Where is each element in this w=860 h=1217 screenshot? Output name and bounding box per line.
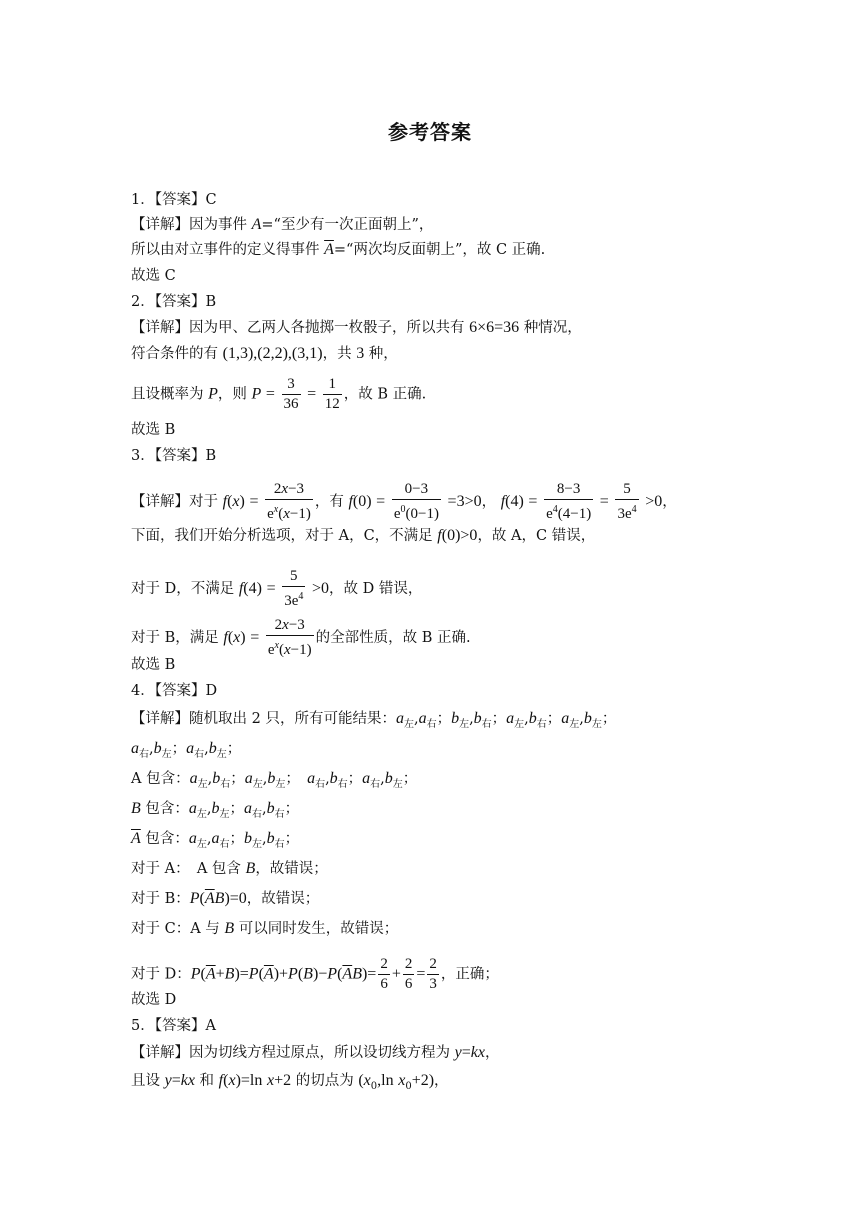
detail-line: 【详解】因为事件 A=“至少有一次正面朝上”， [131,216,434,233]
detail-line: 【详解】随机取出 2 只，所有可能结果：$a_左,a_右$；$b_左,b_右$；$a_左,b_右$；$a_左,b_左$； [131,710,617,730]
answer-heading: 1．【答案】C [131,192,217,208]
detail-line: 对于 A： A 包含 B，故错误； [131,860,328,877]
detail-line: 【详解】因为切线方程过原点，所以设切线方程为 y=kx， [131,1044,500,1061]
detail-line: 对于 C：A 与 B 可以同时发生，故错误； [131,920,399,937]
detail-line: A 包含：$a_左,b_右$；$a_左,b_左$； $a_右,b_右$；$a_右,b_左$； [131,770,418,790]
conclusion-line: 故选 B [131,657,176,673]
detail-line: B 包含：$a_左,b_左$；$a_右,b_右$； [131,800,300,820]
detail-line: 对于 D，不满足 f(4) = $\frac{5}{3e^4}$ >0，故 D 错误， [131,568,423,609]
detail-line: 符合条件的有 (1,3),(2,2),(3,1)，共 3 种， [131,345,398,362]
conclusion-line: 故选 C [131,268,176,284]
detail-line: 且设概率为 P，则 P = $\frac{3}{36}$ = $\frac{1}{12}$ ，故 B 正确. [131,376,427,412]
detail-line: 【详解】对于 f(x) = $\frac{2x-3}{e^x(x-1)}$ ，有 f(0) = $\frac{0-3}{e^0(0-1)}$ =3>0， f(4) = $\frac{8-3}{e^4(4-1)}$ = $\frac{5}{3e^4}$ >0， [131,481,677,522]
detail-line: 对于 B，满足 f(x) = $\frac{2x-3}{e^x(x-1)}$ 的全部性质，故 B 正确. [131,617,471,658]
page-title: 参考答案 [388,120,472,144]
detail-line: $a_右,b_左$；$a_右,b_左$； [131,740,242,760]
detail-line: 【详解】因为甲、乙两人各抛掷一枚骰子，所以共有 6×6=36 种情况， [131,319,582,336]
detail-line: 且设 y=kx 和 f(x)=ln x+2 的切点为 ($x_0,\ln$ $x_0+2$)， [131,1072,449,1092]
conclusion-line: 故选 D [131,992,177,1008]
answer-heading: 5．【答案】A [131,1018,216,1034]
detail-line: 所以由对立事件的定义得事件 $\overline{A}=“$两次均反面朝上”，故 C 正确. [131,241,546,258]
answer-heading: 3．【答案】B [131,448,217,464]
detail-line: 对于 D：$P(\overline{A}+B)=P(\overline{A})+P(B)-P(\overline{A}B)=$ $\frac{2}{6}$ + $\frac{2}{6}$ = $\frac{2}{3}$ ，正确； [131,956,499,992]
conclusion-line: 故选 B [131,422,176,438]
detail-line: $\overline{A}$ 包含：$a_左,a_右$；$b_左,b_右$； [131,830,300,850]
detail-line: 下面，我们开始分析选项，对于 A，C，不满足 f(0)>0，故 A，C 错误， [131,527,596,544]
detail-line: 对于 B：$P(\overline{A}B)=0$，故错误； [131,890,320,907]
answer-heading: 4．【答案】D [131,683,218,699]
answer-heading: 2．【答案】B [131,294,217,310]
